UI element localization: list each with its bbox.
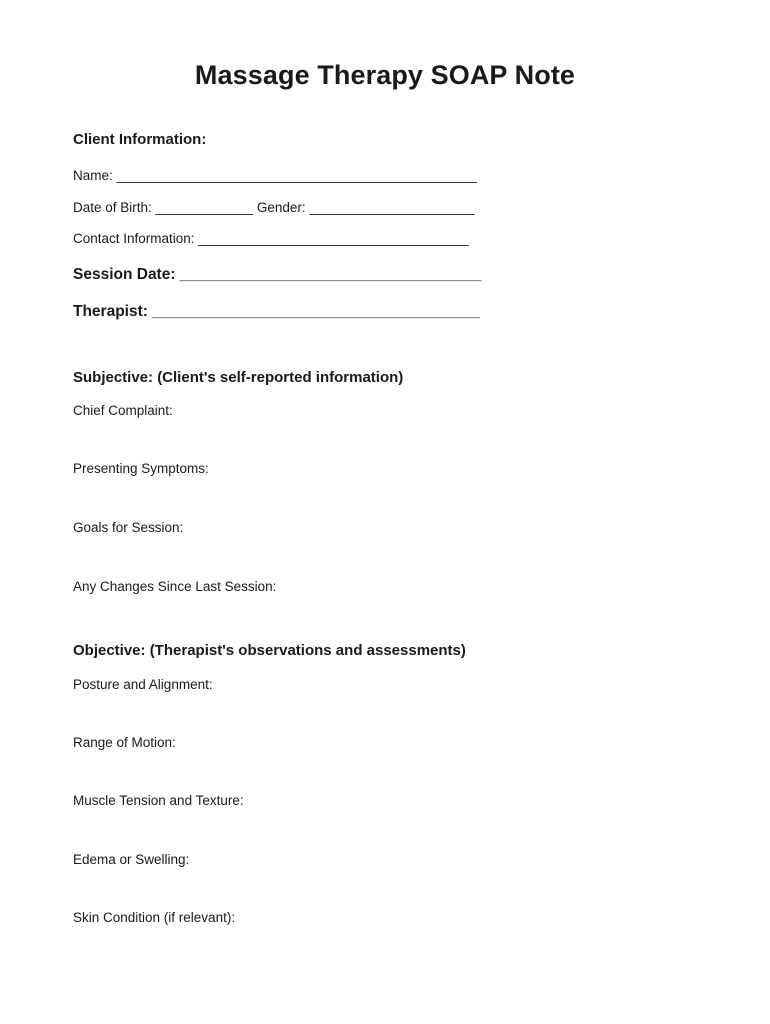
therapist-line: Therapist: ______________________________________	[73, 303, 480, 320]
skin-condition-label: Skin Condition (if relevant):	[73, 910, 236, 925]
contact-info-line: Contact Information: ____________________________________	[73, 231, 469, 246]
session-date-line: Session Date: ___________________________________	[73, 266, 482, 283]
objective-heading: Objective: (Therapist's observations and assessments)	[73, 642, 466, 659]
goals-for-session-label: Goals for Session:	[73, 520, 184, 535]
range-of-motion-label: Range of Motion:	[73, 735, 176, 750]
client-name-line: Name: ________________________________________________	[73, 168, 477, 183]
document-title: Massage Therapy SOAP Note	[194, 60, 576, 90]
presenting-symptoms-label: Presenting Symptoms:	[73, 461, 209, 476]
changes-since-last-session-label: Any Changes Since Last Session:	[73, 579, 277, 594]
posture-alignment-label: Posture and Alignment:	[73, 677, 213, 692]
dob-gender-line: Date of Birth: _____________ Gender: ______________________	[73, 200, 475, 215]
chief-complaint-label: Chief Complaint:	[73, 403, 173, 418]
client-info-heading: Client Information:	[73, 131, 207, 148]
subjective-heading: Subjective: (Client's self-reported information)	[73, 369, 404, 386]
muscle-tension-label: Muscle Tension and Texture:	[73, 793, 244, 808]
edema-swelling-label: Edema or Swelling:	[73, 852, 190, 867]
